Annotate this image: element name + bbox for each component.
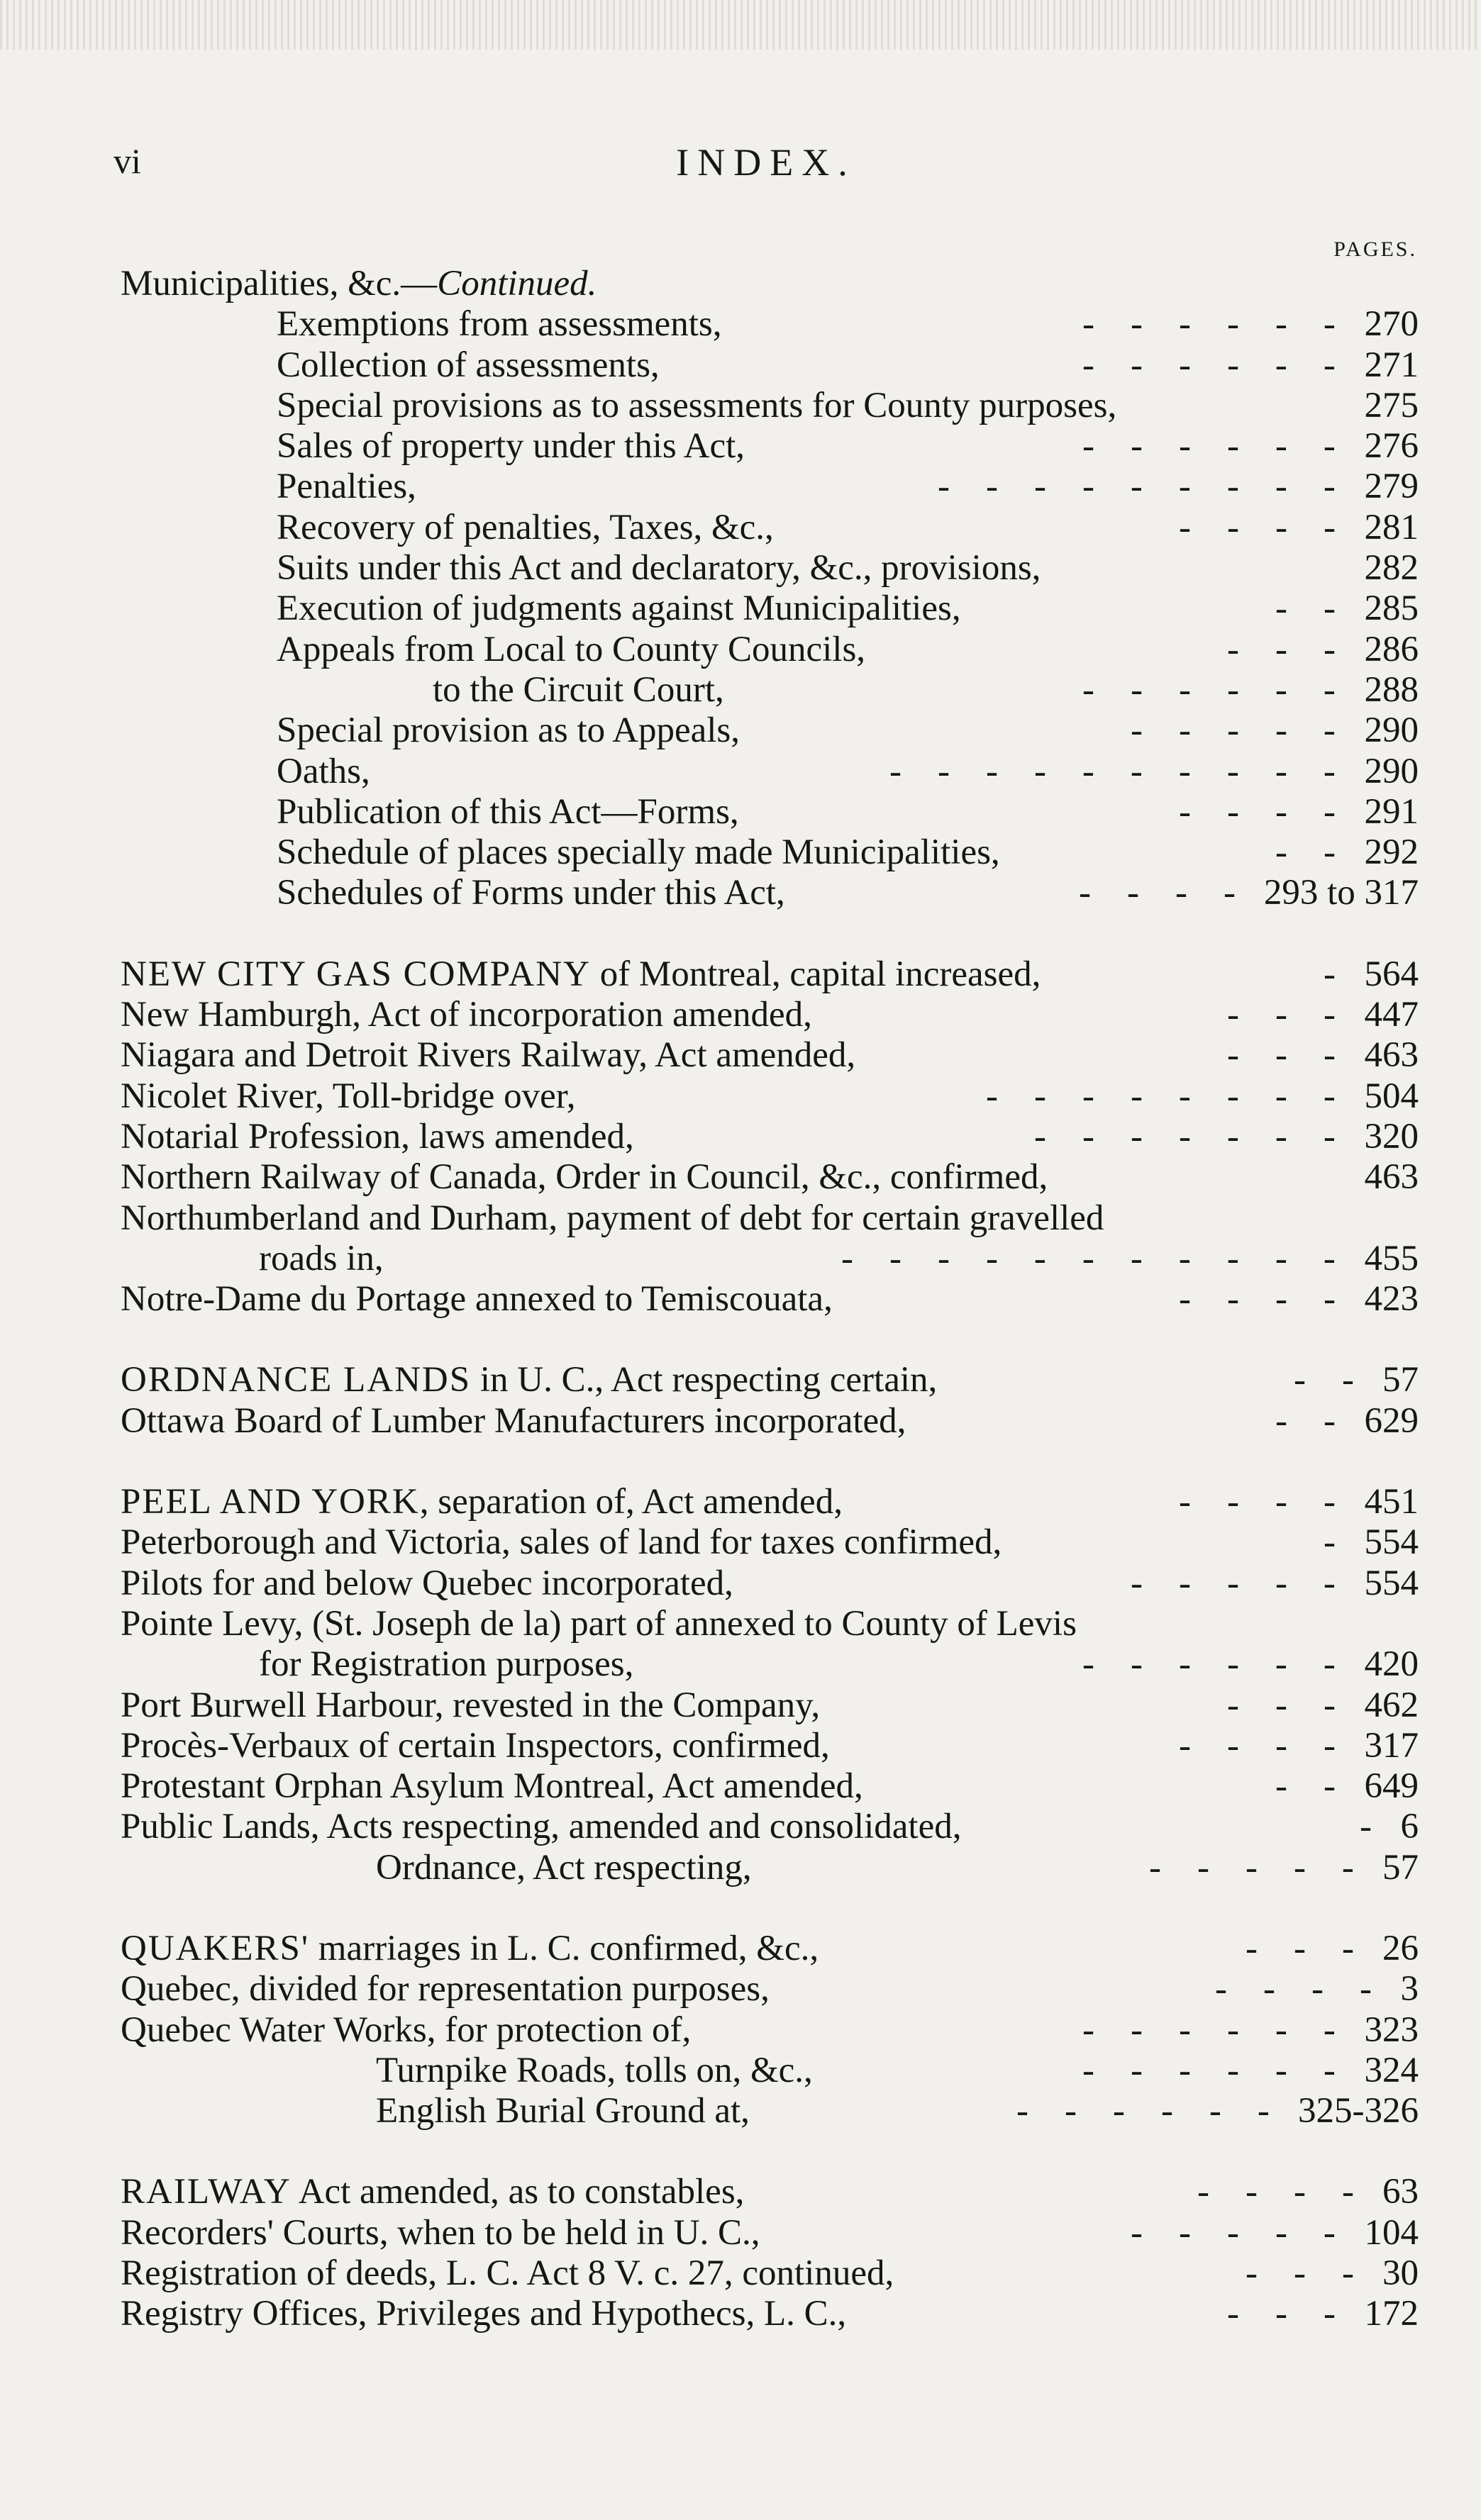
entry-text: Exemptions from assessments, bbox=[277, 304, 722, 345]
index-entry bbox=[121, 2010, 1419, 2051]
page-reference: 172 bbox=[1364, 2294, 1419, 2334]
index-entry bbox=[121, 710, 1419, 751]
entry-text: Pilots for and below Quebec incorporated, bbox=[121, 1563, 733, 1603]
entry-text: Port Burwell Harbour, revested in the Company, bbox=[121, 1685, 821, 1725]
dot-leader: - bbox=[1360, 1807, 1372, 1847]
page-reference: 63 bbox=[1382, 2172, 1419, 2212]
page-reference: 281 bbox=[1364, 507, 1419, 547]
index-entry bbox=[121, 752, 1419, 792]
page-top-edge bbox=[0, 0, 1481, 50]
dot-leader: - - - - bbox=[1179, 791, 1336, 832]
dot-leader: - - - bbox=[1246, 1928, 1354, 1968]
entry-label bbox=[121, 1360, 937, 1400]
index-entry bbox=[121, 1279, 1419, 1320]
entry-label bbox=[121, 1807, 961, 1847]
dot-leader: - bbox=[1324, 954, 1336, 994]
page-reference: 463 bbox=[1364, 1035, 1419, 1076]
entry-label bbox=[121, 1563, 733, 1604]
entry-text: Special provisions as to assessments for County purposes, bbox=[277, 385, 1117, 425]
page-reference: 270 bbox=[1364, 304, 1419, 345]
page-reference: 282 bbox=[1364, 548, 1419, 589]
index-entry bbox=[121, 589, 1419, 629]
dot-leader: - - - - bbox=[1215, 1969, 1372, 2009]
page-reference: 271 bbox=[1364, 345, 1419, 385]
entry-label bbox=[277, 589, 961, 629]
entry-label bbox=[376, 2051, 813, 2091]
dot-leader: - - - bbox=[1227, 1685, 1336, 1725]
entry-text: Oaths, bbox=[277, 751, 370, 791]
index-entry bbox=[121, 2091, 1419, 2131]
entry-text: Notarial Profession, laws amended, bbox=[121, 1116, 634, 1156]
entry-label bbox=[277, 304, 722, 345]
group-spacer bbox=[121, 1320, 1419, 1360]
entry-label bbox=[121, 1076, 575, 1117]
entry-text: in U. C., Act respecting certain, bbox=[471, 1360, 938, 1400]
entry-label bbox=[121, 954, 1041, 995]
entry-label bbox=[277, 386, 1116, 426]
group-spacer bbox=[121, 1442, 1419, 1482]
entry-text: Protestant Orphan Asylum Montreal, Act amended, bbox=[121, 1766, 863, 1807]
dot-leader: - - - - - - bbox=[1082, 2050, 1336, 2090]
group-spacer bbox=[121, 914, 1419, 954]
page-reference: 649 bbox=[1364, 1766, 1419, 1807]
index-entry bbox=[121, 954, 1419, 995]
page-reference: 30 bbox=[1382, 2253, 1419, 2294]
page-reference: 57 bbox=[1382, 1847, 1419, 1888]
dot-leader: - - - - - - bbox=[1082, 304, 1336, 345]
continued-heading-emph: Continued. bbox=[437, 264, 597, 303]
index-entry bbox=[121, 1401, 1419, 1442]
index-entry bbox=[121, 2172, 1419, 2212]
dot-leader: - - - bbox=[1246, 2253, 1354, 2294]
page-reference: 286 bbox=[1364, 629, 1419, 669]
entry-text: Procès-Verbaux of certain Inspectors, confirmed, bbox=[121, 1725, 830, 1766]
entry-label bbox=[121, 1726, 830, 1766]
entry-label bbox=[121, 1969, 770, 2009]
index-entry bbox=[121, 467, 1419, 507]
entry-text: , separation of, Act amended, bbox=[419, 1482, 843, 1522]
dot-leader: - - - - - - bbox=[1082, 345, 1336, 385]
index-entry bbox=[121, 1117, 1419, 1157]
entry-text: Northern Railway of Canada, Order in Council, &c., confirmed, bbox=[121, 1157, 1048, 1198]
entry-text: Ordnance, Act respecting, bbox=[376, 1847, 752, 1888]
entry-text: to the Circuit Court, bbox=[433, 669, 724, 710]
entry-label bbox=[259, 1239, 384, 1279]
entry-text: Public Lands, Acts respecting, amended and consolidated, bbox=[121, 1807, 962, 1847]
page-reference: 317 bbox=[1364, 1725, 1419, 1766]
group-spacer bbox=[121, 2131, 1419, 2172]
entry-text: Notre-Dame du Portage annexed to Temiscouata, bbox=[121, 1279, 833, 1320]
entry-text: Penalties, bbox=[277, 467, 416, 507]
index-entry bbox=[121, 2253, 1419, 2294]
entry-text: Recorders' Courts, when to be held in U. C., bbox=[121, 2212, 760, 2253]
dot-leader: - - - - - - bbox=[1082, 426, 1336, 467]
dot-leader: - - - - - - - bbox=[1034, 1116, 1336, 1156]
dot-leader: - - - - - - bbox=[1016, 2091, 1270, 2131]
pages-column-label: PAGES. bbox=[1333, 238, 1417, 261]
dot-leader: - - - - - - bbox=[1082, 669, 1336, 710]
index-entry bbox=[121, 1929, 1419, 1969]
page-reference: 564 bbox=[1364, 954, 1419, 994]
dot-leader: - - - - - bbox=[1131, 1563, 1336, 1603]
dot-leader: - - - bbox=[1227, 995, 1336, 1035]
page-reference: 104 bbox=[1364, 2212, 1419, 2253]
dot-leader: - - bbox=[1275, 1766, 1336, 1807]
index-entry bbox=[121, 1766, 1419, 1807]
index-entry bbox=[121, 426, 1419, 467]
index-entry bbox=[121, 2294, 1419, 2334]
dot-leader: - - bbox=[1294, 1360, 1354, 1400]
page-reference: 554 bbox=[1364, 1522, 1419, 1563]
index-entry bbox=[121, 2051, 1419, 2091]
entry-text: Pointe Levy, (St. Joseph de la) part of annexed to County of Levis bbox=[121, 1603, 1077, 1644]
entry-label bbox=[433, 670, 724, 710]
entry-label bbox=[121, 2294, 846, 2334]
index-entry bbox=[121, 304, 1419, 345]
entry-label bbox=[121, 1522, 1002, 1563]
page-reference: 293 to 317 bbox=[1263, 873, 1419, 913]
entry-label bbox=[277, 752, 370, 792]
page-reference: 325-326 bbox=[1298, 2091, 1419, 2131]
index-list bbox=[121, 264, 1419, 2335]
page-reference: 323 bbox=[1364, 2009, 1419, 2050]
dot-leader: - - - - - - - - bbox=[986, 1076, 1336, 1116]
page-reference: 324 bbox=[1364, 2050, 1419, 2090]
dot-leader: - - bbox=[1275, 589, 1336, 629]
index-entry bbox=[121, 792, 1419, 832]
index-entry bbox=[121, 1360, 1419, 1400]
page-reference: 288 bbox=[1364, 669, 1419, 710]
entry-label bbox=[277, 873, 785, 913]
dot-leader: - - - - - - bbox=[1082, 2009, 1336, 2050]
index-entry bbox=[121, 1482, 1419, 1522]
index-entry bbox=[121, 1522, 1419, 1563]
entry-label bbox=[121, 2172, 744, 2212]
index-entry bbox=[121, 1563, 1419, 1604]
entry-text: Appeals from Local to County Councils, bbox=[277, 629, 866, 669]
dot-leader: - - - - - - - - - - - bbox=[841, 1238, 1336, 1278]
page-reference: 629 bbox=[1364, 1400, 1419, 1441]
entry-text: Act amended, as to constables, bbox=[291, 2172, 745, 2212]
index-entry bbox=[121, 2213, 1419, 2253]
entry-heading-word: RAILWAY bbox=[121, 2172, 292, 2212]
page-reference: 279 bbox=[1364, 467, 1419, 507]
index-entry bbox=[121, 1807, 1419, 1847]
entry-label bbox=[277, 832, 1000, 873]
index-entry bbox=[121, 508, 1419, 548]
dot-leader: - - - - - - - - - - bbox=[889, 751, 1336, 791]
page-reference: 290 bbox=[1364, 751, 1419, 791]
entry-label bbox=[121, 1929, 819, 1969]
index-entry bbox=[121, 1035, 1419, 1076]
continued-heading bbox=[121, 264, 1419, 304]
index-entry bbox=[121, 1076, 1419, 1117]
page-reference: 463 bbox=[1364, 1157, 1419, 1198]
entry-text: Niagara and Detroit Rivers Railway, Act amended, bbox=[121, 1035, 856, 1076]
index-entry bbox=[121, 1239, 1419, 1279]
dot-leader: - - - - - - bbox=[1082, 1644, 1336, 1685]
index-entry bbox=[121, 345, 1419, 386]
entry-label bbox=[277, 345, 660, 386]
index-entry bbox=[121, 1726, 1419, 1766]
page-reference: 6 bbox=[1400, 1807, 1419, 1847]
index-entry bbox=[121, 832, 1419, 873]
index-entry bbox=[121, 1685, 1419, 1726]
dot-leader: - - - bbox=[1227, 1035, 1336, 1076]
running-header bbox=[113, 140, 1419, 197]
entry-text: Nicolet River, Toll-bridge over, bbox=[121, 1076, 576, 1116]
entry-text: Registry Offices, Privileges and Hypothecs, L. C., bbox=[121, 2294, 847, 2334]
index-entry bbox=[121, 873, 1419, 913]
group-spacer bbox=[121, 1888, 1419, 1929]
entry-text: Ottawa Board of Lumber Manufacturers incorporated, bbox=[121, 1400, 906, 1441]
index-entry bbox=[121, 1644, 1419, 1685]
entry-text: Collection of assessments, bbox=[277, 345, 660, 385]
entry-text: Execution of judgments against Municipalities, bbox=[277, 589, 961, 629]
dot-leader: - - - - bbox=[1179, 1725, 1336, 1766]
entry-label bbox=[277, 792, 739, 832]
page-reference: 276 bbox=[1364, 426, 1419, 467]
entry-text: marriages in L. C. confirmed, &c., bbox=[309, 1928, 819, 1968]
page-reference: 320 bbox=[1364, 1116, 1419, 1156]
dot-leader: - - - - bbox=[1179, 1279, 1336, 1320]
dot-leader: - bbox=[1324, 1522, 1336, 1563]
entry-text: Schedule of places specially made Municipalities, bbox=[277, 832, 1000, 873]
entry-label bbox=[376, 1848, 752, 1888]
page-reference: 447 bbox=[1364, 995, 1419, 1035]
page-reference: 285 bbox=[1364, 589, 1419, 629]
entry-heading-word: PEEL AND YORK bbox=[121, 1482, 420, 1522]
entry-text: Registration of deeds, L. C. Act 8 V. c. 27, continued, bbox=[121, 2253, 894, 2294]
entry-text: Turnpike Roads, tolls on, &c., bbox=[376, 2050, 813, 2090]
entry-text: of Montreal, capital increased, bbox=[590, 954, 1041, 994]
index-entry bbox=[121, 386, 1419, 426]
page-reference: 26 bbox=[1382, 1928, 1419, 1968]
entry-label bbox=[121, 1604, 1077, 1644]
entry-label bbox=[121, 995, 812, 1035]
page-reference: 275 bbox=[1364, 385, 1419, 425]
dot-leader: - - - bbox=[1227, 629, 1336, 669]
entry-text: for Registration purposes, bbox=[259, 1644, 634, 1685]
entry-label bbox=[121, 1157, 1048, 1198]
entry-text: Quebec, divided for representation purposes, bbox=[121, 1969, 770, 2009]
entry-text: Suits under this Act and declaratory, &c., provisions, bbox=[277, 548, 1041, 589]
entry-text: English Burial Ground at, bbox=[376, 2091, 750, 2131]
entry-label bbox=[277, 508, 774, 548]
entry-text: Quebec Water Works, for protection of, bbox=[121, 2009, 692, 2050]
entry-label bbox=[121, 1401, 906, 1442]
page-reference: 290 bbox=[1364, 710, 1419, 751]
entry-heading-word: QUAKERS' bbox=[121, 1928, 310, 1968]
entry-text: Schedules of Forms under this Act, bbox=[277, 873, 785, 913]
entry-heading-word: ORDNANCE LANDS bbox=[121, 1360, 472, 1400]
index-entry bbox=[121, 1157, 1419, 1198]
entry-text: Special provision as to Appeals, bbox=[277, 710, 740, 751]
dot-leader: - - - - bbox=[1197, 2172, 1354, 2212]
entry-text: Peterborough and Victoria, sales of land for taxes confirmed, bbox=[121, 1522, 1002, 1563]
page-reference: 455 bbox=[1364, 1238, 1419, 1278]
dot-leader: - - - bbox=[1227, 2294, 1336, 2334]
page-number: vi bbox=[113, 141, 141, 181]
page-title: INDEX. bbox=[676, 141, 856, 184]
entry-text: roads in, bbox=[259, 1238, 384, 1278]
entry-label bbox=[277, 548, 1041, 589]
entry-heading-word: NEW CITY GAS COMPANY bbox=[121, 954, 591, 994]
page-reference: 451 bbox=[1364, 1482, 1419, 1522]
index-entry bbox=[121, 995, 1419, 1035]
index-entry bbox=[121, 670, 1419, 710]
entry-label bbox=[277, 710, 740, 751]
index-entry bbox=[121, 1604, 1419, 1644]
page-reference: 554 bbox=[1364, 1563, 1419, 1603]
entry-label bbox=[121, 1766, 863, 1807]
entry-label bbox=[121, 1117, 634, 1157]
entry-label bbox=[259, 1644, 633, 1685]
index-entry bbox=[121, 1198, 1419, 1239]
index-entry bbox=[121, 630, 1419, 670]
entry-label bbox=[121, 2253, 894, 2294]
page-reference: 57 bbox=[1382, 1360, 1419, 1400]
dot-leader: - - - - - bbox=[1131, 710, 1336, 751]
entry-text: Recovery of penalties, Taxes, &c., bbox=[277, 507, 774, 547]
entry-text: Northumberland and Durham, payment of debt for certain gravelled bbox=[121, 1198, 1104, 1238]
entry-label bbox=[121, 2010, 691, 2051]
entry-label bbox=[121, 1035, 855, 1076]
entry-text: Publication of this Act—Forms, bbox=[277, 791, 739, 832]
entry-label bbox=[121, 1279, 833, 1320]
entry-label bbox=[277, 426, 745, 467]
page-reference: 3 bbox=[1400, 1969, 1419, 2009]
dot-leader: - - - - bbox=[1179, 507, 1336, 547]
entry-label bbox=[121, 1482, 843, 1522]
index-entry bbox=[121, 1848, 1419, 1888]
page-reference: 291 bbox=[1364, 791, 1419, 832]
continued-heading-lead: Municipalities, &c.— bbox=[121, 264, 438, 303]
entry-label bbox=[121, 1198, 1104, 1239]
entry-text: Sales of property under this Act, bbox=[277, 426, 745, 467]
entry-label bbox=[277, 630, 865, 670]
dot-leader: - - - - - bbox=[1149, 1847, 1354, 1888]
entry-label bbox=[121, 2213, 760, 2253]
page-reference: 420 bbox=[1364, 1644, 1419, 1685]
dot-leader: - - bbox=[1275, 1400, 1336, 1441]
page-reference: 462 bbox=[1364, 1685, 1419, 1725]
page-reference: 292 bbox=[1364, 832, 1419, 873]
index-entry bbox=[121, 548, 1419, 589]
dot-leader: - - - - - bbox=[1131, 2212, 1336, 2253]
page-reference: 423 bbox=[1364, 1279, 1419, 1320]
dot-leader: - - bbox=[1275, 832, 1336, 873]
entry-label bbox=[376, 2091, 750, 2131]
dot-leader: - - - - bbox=[1179, 1482, 1336, 1522]
page-reference: 504 bbox=[1364, 1076, 1419, 1116]
entry-label bbox=[277, 467, 416, 507]
dot-leader: - - - - - - - - - bbox=[938, 467, 1336, 507]
index-entry bbox=[121, 1969, 1419, 2009]
dot-leader: - - - - bbox=[1079, 873, 1236, 913]
entry-label bbox=[121, 1685, 820, 1726]
entry-text: New Hamburgh, Act of incorporation amended, bbox=[121, 995, 812, 1035]
